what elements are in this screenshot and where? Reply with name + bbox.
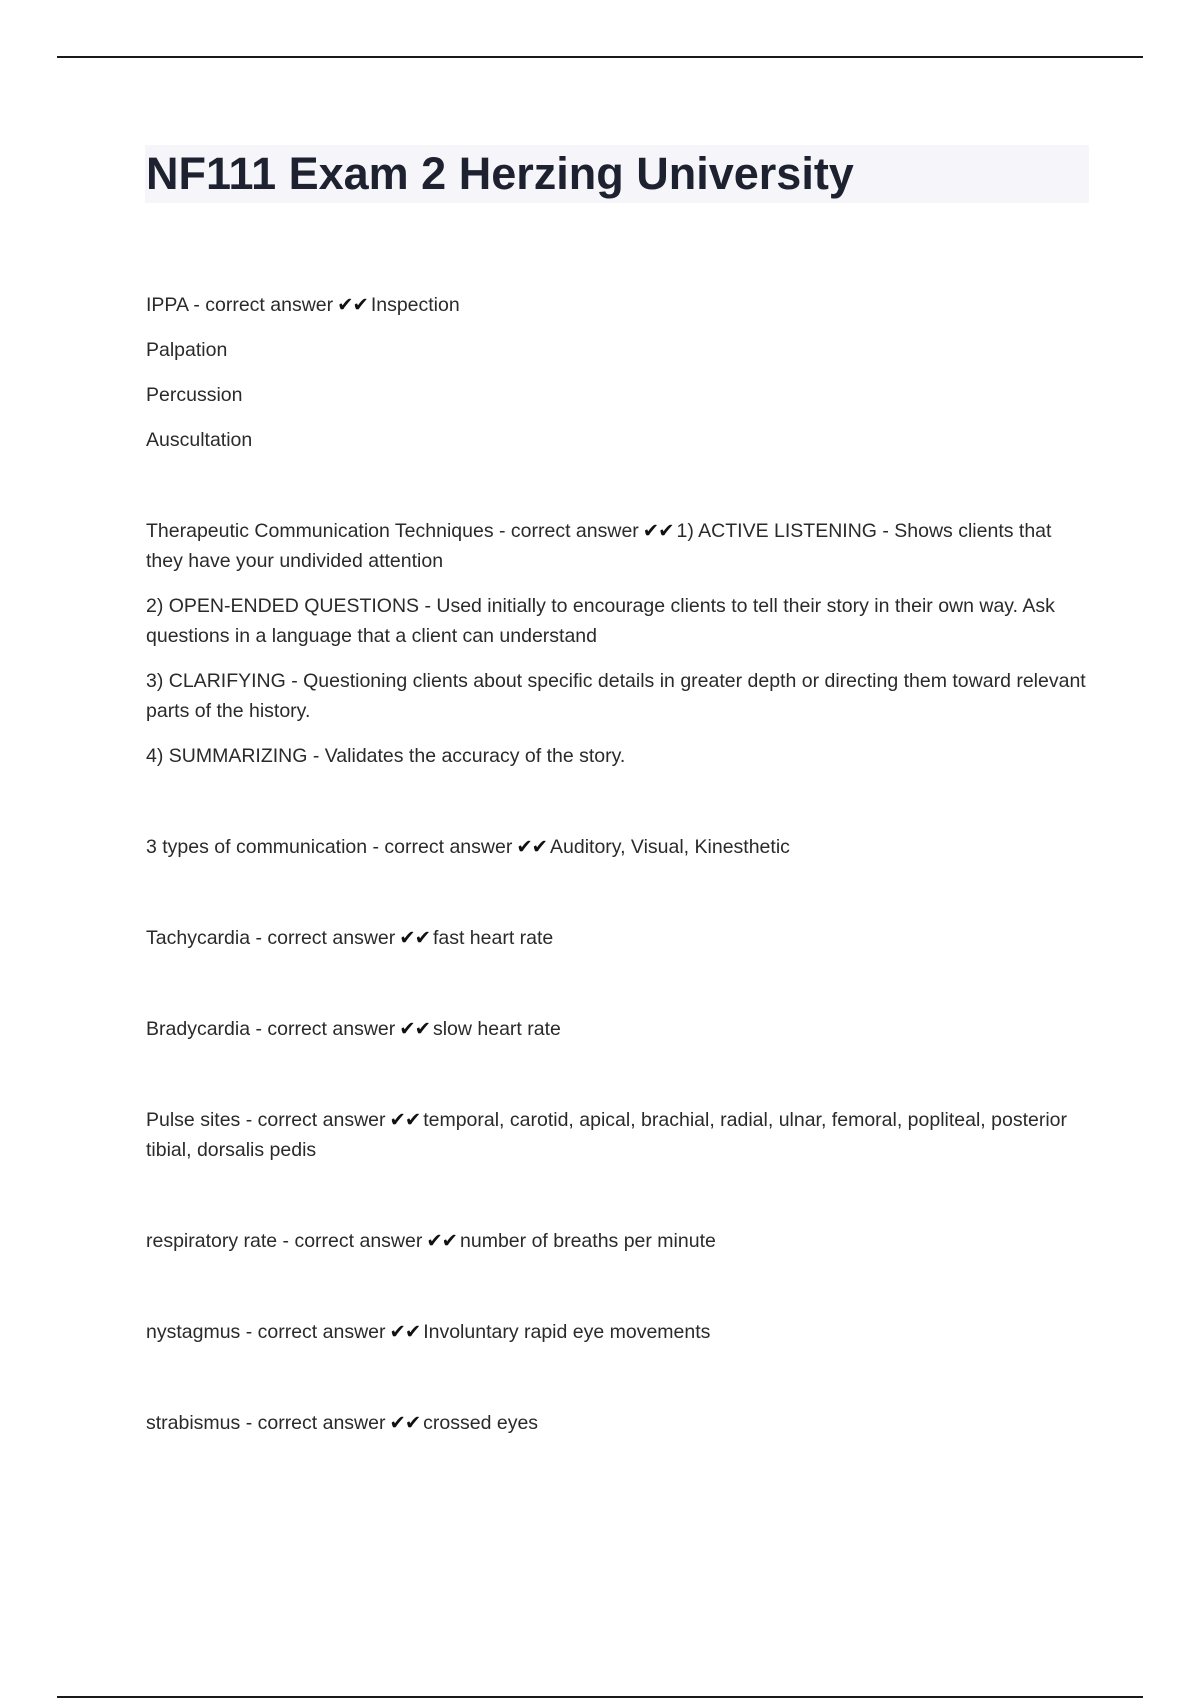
term-text: 3 types of communication - correct answer (146, 836, 513, 858)
qa-entry (146, 923, 1086, 953)
term-text: Tachycardia - correct answer (146, 927, 396, 949)
check-mark-icon: ✔✔ (426, 1230, 458, 1252)
check-mark-icon: ✔✔ (399, 927, 430, 949)
top-rule (57, 56, 1143, 58)
check-mark-icon: ✔✔ (399, 1018, 430, 1040)
term-text: Pulse sites - correct answer (146, 1109, 386, 1131)
answer-continuation: 2) OPEN-ENDED QUESTIONS - Used initially to encourage clients to tell their story in their own way. Ask questions in a language that a client can understand (146, 595, 1055, 647)
answer-text: slow heart rate (432, 1018, 561, 1040)
qa-entry (146, 832, 1086, 862)
qa-line (146, 1226, 1086, 1256)
term-text: Therapeutic Communication Techniques - correct answer (146, 520, 639, 542)
term-text: nystagmus - correct answer (146, 1321, 386, 1343)
qa-line (146, 1105, 1086, 1165)
check-mark-icon: ✔✔ (389, 1412, 421, 1434)
entry-spacer (146, 470, 1086, 516)
entry-spacer (146, 1059, 1086, 1105)
qa-line (146, 516, 1086, 576)
qa-entry (146, 290, 1086, 455)
entry-spacer (146, 877, 1086, 923)
qa-line (146, 1408, 1086, 1438)
qa-line (146, 832, 1086, 862)
qa-line (146, 923, 1086, 953)
check-mark-icon: ✔✔ (389, 1109, 421, 1131)
check-mark-icon: ✔✔ (642, 520, 674, 542)
answer-continuation: Auscultation (146, 429, 253, 451)
term-text: IPPA - correct answer (146, 294, 334, 316)
answer-text: Involuntary rapid eye movements (423, 1321, 711, 1343)
entry-spacer (146, 786, 1086, 832)
answer-text: Auditory, Visual, Kinesthetic (550, 836, 790, 858)
entry-spacer (146, 1271, 1086, 1317)
term-text: strabismus - correct answer (146, 1412, 386, 1434)
answer-text: temporal, carotid, apical, brachial, radial, ulnar, femoral, popliteal, posterior tibial, dorsalis pedis (146, 1109, 1068, 1161)
check-mark-icon: ✔✔ (389, 1321, 421, 1343)
bottom-rule (57, 1696, 1143, 1698)
entry-spacer (146, 968, 1086, 1014)
qa-entry (146, 1014, 1086, 1044)
qa-entry (146, 1317, 1086, 1347)
entry-spacer (146, 1362, 1086, 1408)
answer-text: number of breaths per minute (460, 1230, 716, 1252)
answer-text: fast heart rate (432, 927, 554, 949)
answer-text: crossed eyes (423, 1412, 539, 1434)
qa-entry (146, 1105, 1086, 1165)
answer-text: Inspection (370, 294, 460, 316)
qa-entry (146, 1226, 1086, 1256)
qa-entry (146, 516, 1086, 771)
term-text: respiratory rate - correct answer (146, 1230, 423, 1252)
qa-line (146, 1014, 1086, 1044)
qa-line (146, 1317, 1086, 1347)
answer-continuation: 3) CLARIFYING - Questioning clients about specific details in greater depth or directing them toward relevant parts of the history. (146, 670, 1086, 722)
entry-spacer (146, 1180, 1086, 1226)
answer-continuation: 4) SUMMARIZING - Validates the accuracy of the story. (146, 745, 626, 767)
answer-continuation: Percussion (146, 384, 243, 406)
term-text: Bradycardia - correct answer (146, 1018, 396, 1040)
check-mark-icon: ✔✔ (516, 836, 547, 858)
qa-entry (146, 1408, 1086, 1438)
check-mark-icon: ✔✔ (337, 294, 368, 316)
document-title: NF111 Exam 2 Herzing University (146, 148, 854, 199)
qa-line (146, 290, 1086, 320)
flashcard-list (146, 290, 1086, 1453)
answer-continuation: Palpation (146, 339, 228, 361)
answer-text: 1) ACTIVE LISTENING - Shows clients that they have your undivided attention (146, 520, 1052, 572)
